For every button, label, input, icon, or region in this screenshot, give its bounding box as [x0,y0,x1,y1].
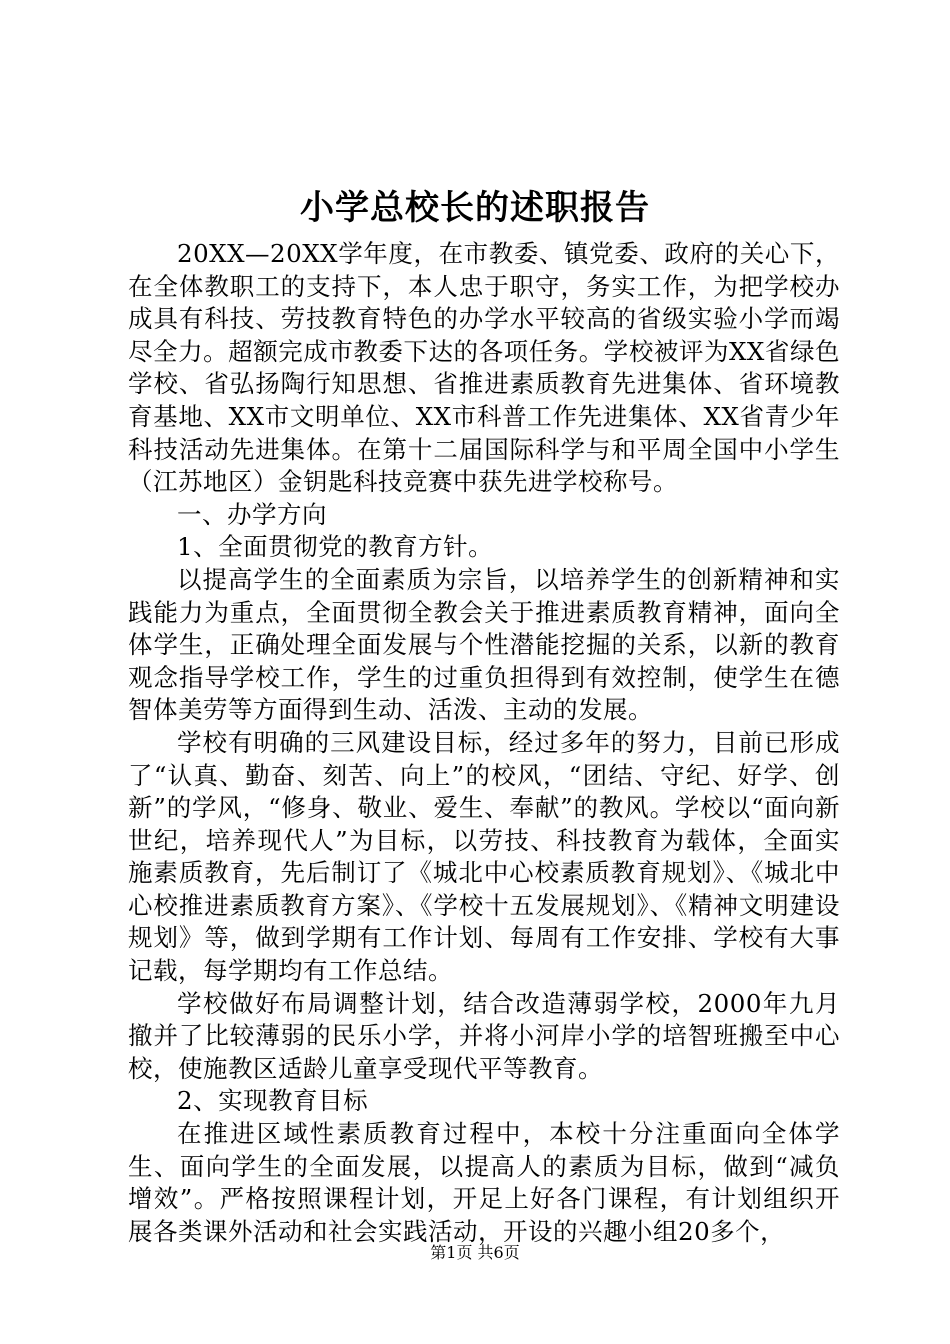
document-body [128,238,840,1248]
paragraph-4: 在推进区域性素质教育过程中，本校十分注重面向全体学生、面向学生的全面发展，以提高人的素质为目标，做到“减负增效”。严格按照课程计划，开足上好各门课程，有计划组织开展各类课外活动和社会实践活动，开设的兴趣小组20多个， [128,1119,840,1246]
subsection-heading-2: 2、实现教育目标 [177,1086,369,1116]
page-footer [0,1241,950,1265]
subsection-heading-1: 1、全面贯彻党的教育方针。 [177,532,494,562]
paragraph-2: 学校有明确的三风建设目标，经过多年的努力，目前已形成了“认真、勤奋、刻苦、向上”的校风，“团结、守纪、好学、创新”的学风，“修身、敬业、爱生、奉献”的教风。学校以“面向新世纪，培养现代人”为目标，以劳技、科技教育为载体，全面实施素质教育，先后制订了《城北中心校素质教育规划》、《城北中心校推进素质教育方案》、《学校十五发展规划》、《精神文明建设规划》等，做到学期有工作计划、每周有工作安排、学校有大事记载，每学期均有工作总结。 [128,727,840,986]
section-heading-1: 一、办学方向 [177,499,327,529]
paragraph-intro: 20XX—20XX学年度，在市教委、镇党委、政府的关心下，在全体教职工的支持下，本人忠于职守，务实工作，为把学校办成具有科技、劳技教育特色的办学水平较高的省级实验小学而竭尽全力。超额完成市教委下达的各项任务。学校被评为XX省绿色学校、省弘扬陶行知思想、省推进素质教育先进集体、省环境教育基地、XX市文明单位、XX市科普工作先进集体、XX省青少年科技活动先进集体。在第十二届国际科学与和平周全国中小学生（江苏地区）金钥匙科技竞赛中获先进学校称号。 [128,239,840,497]
paragraph-3: 学校做好布局调整计划，结合改造薄弱学校，2000年九月撤并了比较薄弱的民乐小学，并将小河岸小学的培智班搬至中心校，使施教区适龄儿童享受现代平等教育。 [128,988,840,1083]
page-number-label: 第1页 共6页 [430,1243,520,1262]
paragraph-1: 以提高学生的全面素质为宗旨，以培养学生的创新精神和实践能力为重点，全面贯彻全教会关于推进素质教育精神，面向全体学生，正确处理全面发展与个性潜能挖掘的关系，以新的教育观念指导学校工作，学生的过重负担得到有效控制，使学生在德智体美劳等方面得到生动、活泼、主动的发展。 [128,564,840,725]
document-title: 小学总校长的述职报告 [300,188,650,228]
